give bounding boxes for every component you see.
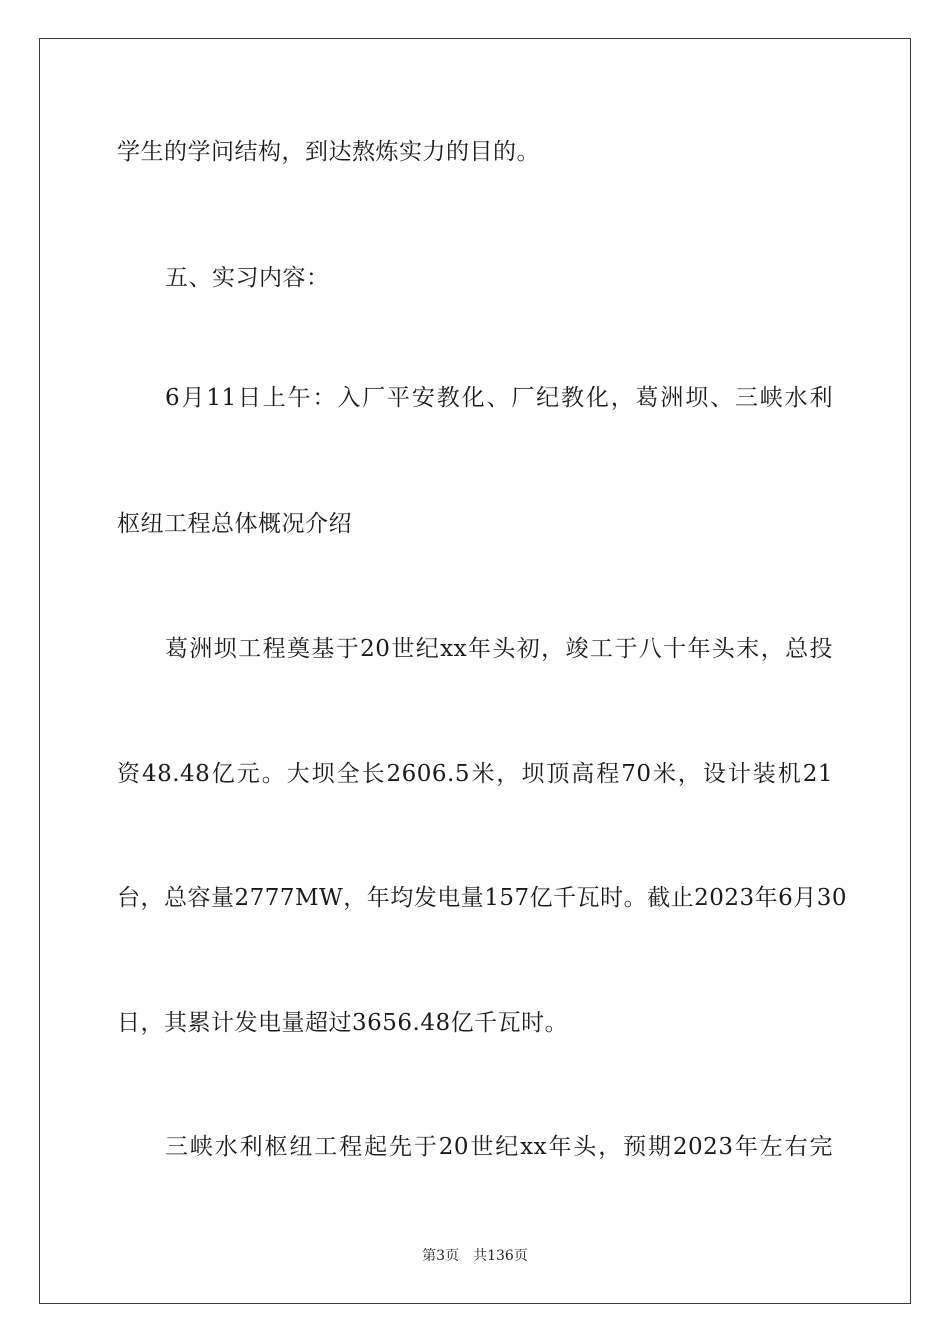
page-number: 第3页 — [422, 1248, 460, 1264]
text-line-1: 学生的学问结构，到达熬炼实力的目的。 — [117, 139, 540, 165]
page-border — [39, 38, 911, 1304]
page-total: 共136页 — [473, 1248, 528, 1264]
page-footer — [0, 1246, 950, 1266]
text-line-7: 台，总容量2777MW，年均发电量157亿千瓦时。截止2023年6月30 — [117, 885, 848, 911]
text-line-5: 葛洲坝工程奠基于20世纪xx年头初，竣工于八十年头末，总投 — [165, 636, 833, 662]
text-line-3: 6月11日上午：入厂平安教化、厂纪教化，葛洲坝、三峡水利 — [165, 385, 833, 411]
text-line-8: 日，其累计发电量超过3656.48亿千瓦时。 — [117, 1010, 569, 1036]
section-heading: 五、实习内容： — [165, 265, 330, 291]
text-line-4: 枢纽工程总体概况介绍 — [117, 511, 352, 537]
text-line-9: 三峡水利枢纽工程起先于20世纪xx年头，预期2023年左右完 — [165, 1134, 833, 1160]
text-line-6: 资48.48亿元。大坝全长2606.5米，坝顶高程70米，设计装机21 — [117, 761, 833, 787]
